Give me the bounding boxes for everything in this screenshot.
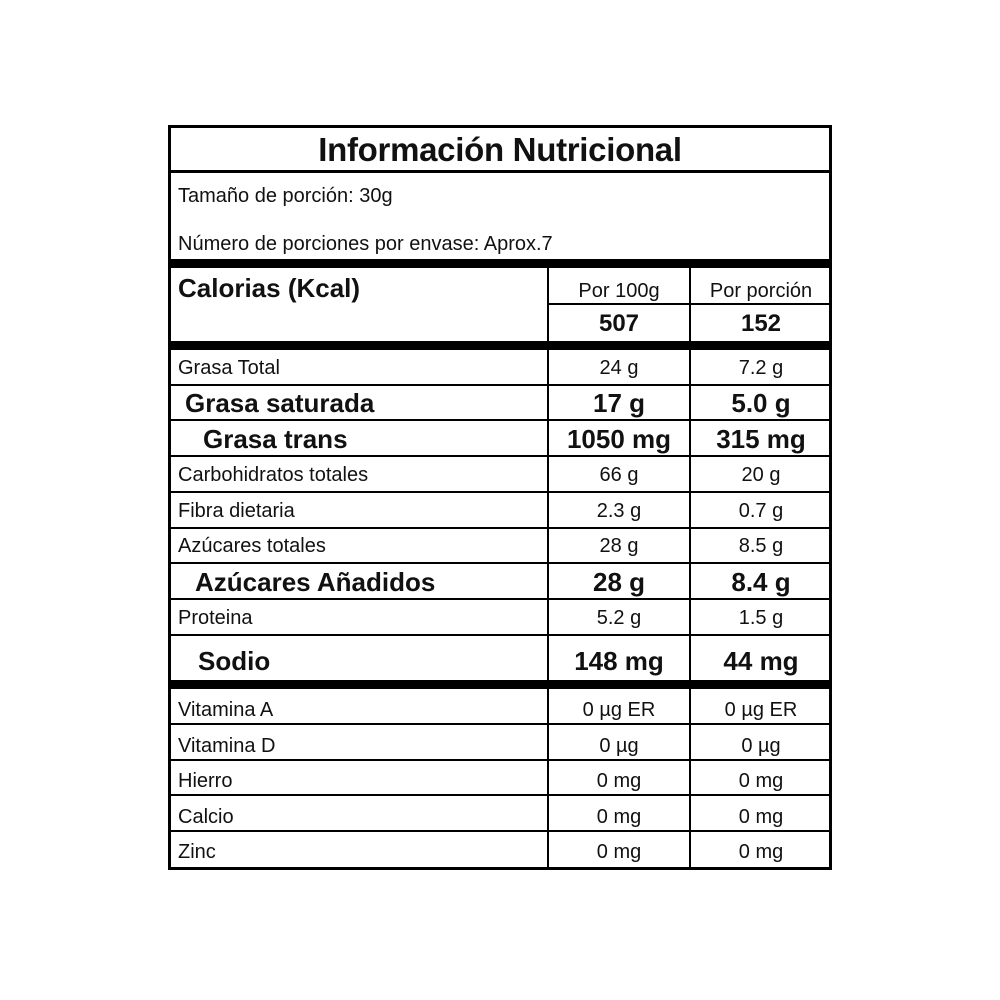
nutrient-name: Carbohidratos totales (178, 464, 369, 486)
nutrient-per-100g: 17 g (592, 388, 646, 418)
nutrient-per-serving: 8.5 g (738, 535, 784, 557)
micronutrient-per-serving: 0 mg (738, 770, 784, 792)
nutrient-name: Fibra dietaria (178, 500, 295, 522)
column-header-per-serving: Por porción (709, 280, 813, 302)
nutrient-per-100g: 148 mg (574, 646, 664, 676)
nutrient-per-serving: 8.4 g (731, 567, 791, 597)
micronutrient-per-100g: 0 mg (596, 841, 642, 863)
nutrient-name: Grasa trans (203, 424, 348, 454)
nutrient-name: Azúcares Añadidos (195, 567, 436, 597)
thick-divider (171, 259, 829, 268)
column-divider (689, 689, 691, 867)
calories-per-serving: 152 (740, 310, 782, 337)
nutrient-per-100g: 1050 mg (566, 424, 672, 454)
nutrient-per-serving: 1.5 g (738, 607, 784, 629)
nutrient-per-serving: 5.0 g (731, 388, 791, 418)
nutrient-row (171, 493, 829, 529)
nutrient-name: Grasa Total (178, 357, 280, 379)
nutrient-per-100g: 28 g (592, 567, 646, 597)
serving-size: Tamaño de porción: 30g (178, 185, 393, 207)
micronutrient-row (171, 761, 829, 796)
nutrient-name: Proteina (178, 607, 253, 629)
nutrient-per-serving: 7.2 g (738, 357, 784, 379)
nutrient-row (171, 350, 829, 386)
column-divider (689, 268, 691, 341)
column-divider (547, 689, 549, 867)
micronutrient-per-100g: 0 µg ER (582, 699, 656, 721)
servings-per-container: Número de porciones por envase: Aprox.7 (178, 233, 553, 255)
nutrient-row (171, 636, 829, 680)
calories-label: Calorias (Kcal) (178, 273, 361, 303)
nutrient-per-100g: 28 g (599, 535, 639, 557)
divider (547, 303, 829, 305)
calories-per-100g: 507 (598, 310, 640, 337)
nutrient-per-serving: 20 g (741, 464, 781, 486)
micronutrient-name: Hierro (178, 770, 233, 792)
nutrition-facts-label (168, 125, 832, 870)
micronutrient-row (171, 689, 829, 725)
column-divider (547, 350, 549, 680)
micronutrient-per-serving: 0 µg ER (724, 699, 798, 721)
nutrient-row (171, 457, 829, 493)
nutrient-name: Sodio (198, 646, 271, 676)
label-title: Información Nutricional (171, 128, 829, 173)
nutrient-per-serving: 315 mg (716, 424, 806, 454)
column-divider (689, 350, 691, 680)
nutrient-row (171, 421, 829, 457)
micronutrient-name: Vitamina D (178, 735, 276, 757)
micronutrient-per-100g: 0 µg (599, 735, 639, 757)
micronutrient-row (171, 832, 829, 867)
micronutrient-per-serving: 0 mg (738, 841, 784, 863)
nutrient-row (171, 529, 829, 564)
nutrient-per-100g: 2.3 g (596, 500, 642, 522)
micronutrient-row (171, 725, 829, 761)
nutrient-per-100g: 66 g (599, 464, 639, 486)
nutrient-row (171, 600, 829, 636)
micronutrient-row (171, 796, 829, 832)
column-header-per-100g: Por 100g (578, 280, 660, 302)
micronutrient-name: Zinc (178, 841, 216, 863)
nutrient-name: Grasa saturada (185, 388, 375, 418)
nutrient-row (171, 564, 829, 600)
micronutrient-per-serving: 0 µg (741, 735, 781, 757)
nutrient-per-100g: 5.2 g (596, 607, 642, 629)
nutrient-per-100g: 24 g (599, 357, 639, 379)
micronutrient-per-100g: 0 mg (596, 770, 642, 792)
nutrient-name: Azúcares totales (178, 535, 326, 557)
micronutrient-name: Calcio (178, 806, 234, 828)
thick-divider (171, 680, 829, 689)
micronutrient-name: Vitamina A (178, 699, 274, 721)
micronutrient-per-serving: 0 mg (738, 806, 784, 828)
nutrient-per-serving: 0.7 g (738, 500, 784, 522)
nutrient-per-serving: 44 mg (723, 646, 799, 676)
nutrient-row (171, 386, 829, 421)
micronutrient-per-100g: 0 mg (596, 806, 642, 828)
column-divider (547, 268, 549, 341)
thick-divider (171, 341, 829, 350)
